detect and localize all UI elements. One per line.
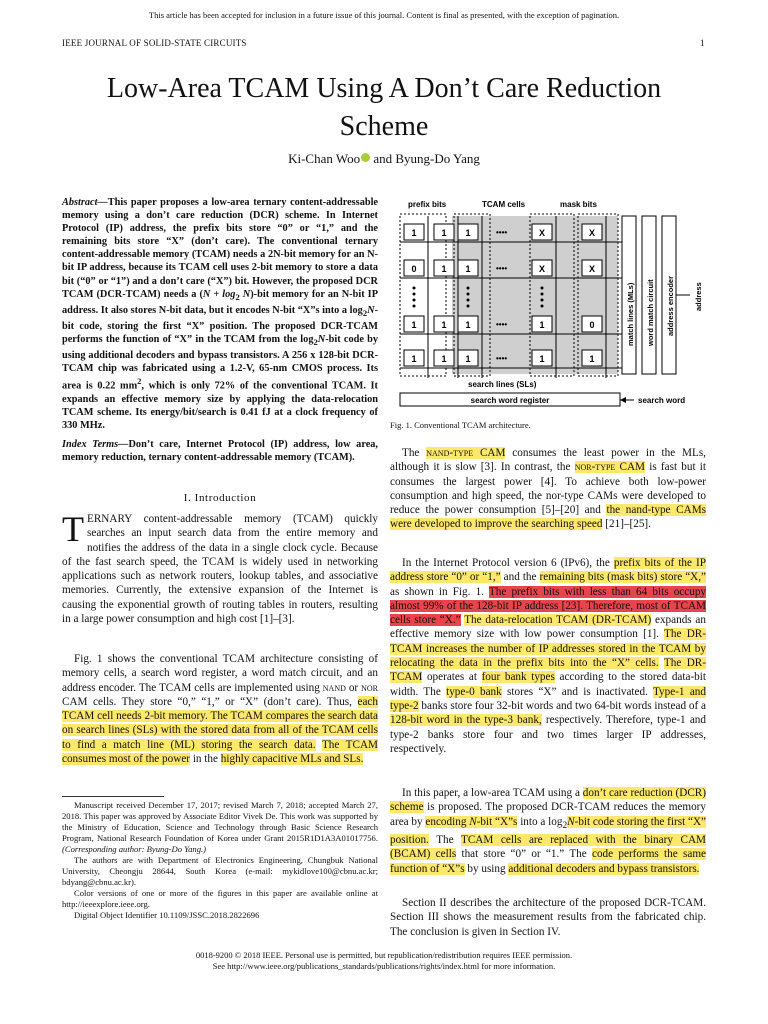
text-run: stores “X” and is inactivated. bbox=[501, 685, 653, 698]
intro-paragraph-1 bbox=[62, 509, 378, 626]
right-paragraph-3 bbox=[390, 786, 706, 876]
text-run: respectively. Therefore, type-1 and type-2 banks store four and two times larger IP addresses, respectively. bbox=[390, 714, 706, 755]
subscript: 2 bbox=[562, 820, 568, 831]
label-search-word-register: search word register bbox=[470, 396, 550, 405]
text-run: in the bbox=[190, 753, 221, 766]
highlight: Type-1 and type-2 bbox=[390, 685, 706, 712]
highlight: The data-relocation TCAM (DR-TCAM) bbox=[464, 614, 652, 627]
highlight: nor-type CAM bbox=[574, 461, 646, 474]
ellipsis-dots: •••• bbox=[496, 354, 508, 363]
arrow-head-icon bbox=[620, 397, 626, 403]
highlight: the nand-type CAMs were developed to improve the searching speed bbox=[390, 504, 706, 531]
text-run: operates at bbox=[422, 671, 482, 684]
abstract bbox=[62, 196, 378, 432]
right-paragraph-4: Section II describes the architecture of the proposed DCR-TCAM. Section III shows the measurement results from the fabricated chip. The conclusion is given in Section IV. bbox=[390, 897, 706, 938]
highlight: remaining bits (mask bits) store “X,” bbox=[539, 571, 706, 584]
highlight: -bit “X”s bbox=[476, 815, 518, 828]
tcam-cell-value: X bbox=[588, 264, 596, 274]
tcam-cell-value: X bbox=[588, 228, 596, 238]
label-match-lines: match lines (MLs) bbox=[626, 282, 635, 346]
tcam-cell-value: 0 bbox=[411, 264, 417, 274]
tcam-cell-value: 1 bbox=[589, 354, 595, 364]
tcam-cell-value: 1 bbox=[441, 320, 447, 330]
text-run: and the bbox=[500, 571, 540, 584]
highlight: type-0 bank bbox=[446, 685, 502, 698]
index-terms bbox=[62, 438, 378, 464]
paper-title: Low-Area TCAM Using A Don’t Care Reduction Scheme bbox=[106, 73, 662, 142]
ellipsis-dots: •••• bbox=[496, 264, 508, 273]
text-run: as shown in Fig. 1. bbox=[390, 585, 489, 598]
vertical-dot bbox=[541, 305, 544, 308]
tcam-cell-value: 1 bbox=[465, 264, 471, 274]
tcam-cell-value: 1 bbox=[465, 320, 471, 330]
tcam-cell-value: 0 bbox=[589, 320, 595, 330]
drop-cap: T bbox=[62, 509, 84, 549]
vertical-dot bbox=[413, 299, 416, 302]
text-run: or bbox=[345, 681, 362, 694]
ellipsis-dots: •••• bbox=[496, 320, 508, 329]
vertical-dot bbox=[541, 293, 544, 296]
text-run: Manuscript received December 17, 2017; revised March 7, 2018; accepted March 27, 2018. This paper was approved by Associate Editor Vivek De. This work was supported by the Ministry of Education, Science and Technology through Basic Science Research Program, National Research Foundation of Korea under Grant 2015R1D1A3A01017756. bbox=[62, 800, 378, 843]
footnote-rule bbox=[62, 796, 164, 797]
tcam-cell-value: X bbox=[538, 228, 546, 238]
label-address-encoder: address encoder bbox=[666, 275, 675, 336]
text-run: nand bbox=[322, 681, 346, 694]
abstract-text-2: )-bit memory for an N-bit IP address. It also stores N-bit data, but it encodes N-bit “X”s into a log bbox=[62, 288, 378, 316]
highlight: don’t care reduction (DCR) scheme bbox=[390, 787, 706, 814]
text-run bbox=[316, 739, 322, 751]
text-run: In the Internet Protocol version 6 (IPv6), the bbox=[402, 557, 614, 569]
label-search-word: search word bbox=[638, 396, 686, 405]
tcam-cell-value: 1 bbox=[465, 354, 471, 364]
abstract-math-3: N bbox=[367, 304, 375, 316]
tcam-cell-value: X bbox=[538, 264, 546, 274]
journal-name: IEEE JOURNAL OF SOLID-STATE CIRCUITS bbox=[62, 38, 247, 48]
vertical-dot bbox=[467, 299, 470, 302]
highlight: prefix bits of the IP address store “0” or “1,” bbox=[390, 557, 707, 584]
tcam-cell-value: 1 bbox=[539, 320, 545, 330]
abstract-math-4: N bbox=[317, 334, 326, 346]
page-number: 1 bbox=[700, 38, 705, 48]
highlight: The DR-TCAM increases the number of IP addresses stored in the TCAM by relocating the data in the prefix bits into the “X” cells. bbox=[390, 628, 706, 670]
highlight: highly capacitive MLs and SLs. bbox=[220, 753, 364, 766]
orcid-icon[interactable] bbox=[361, 153, 370, 162]
figure-1-tcam-architecture bbox=[390, 196, 706, 412]
section-heading-introduction: I. Introduction bbox=[183, 492, 257, 504]
copyright-line-2[interactable]: See http://www.ieee.org/publications_standards/publications/rights/index.html for more information. bbox=[212, 961, 556, 971]
acceptance-notice: This article has been accepted for inclusion in a future issue of this journal. Content is final as presented, with the exception of pagination. bbox=[148, 10, 620, 20]
highlight: encoding bbox=[425, 815, 470, 828]
abstract-math-2: N bbox=[239, 288, 251, 300]
vertical-dot bbox=[541, 287, 544, 290]
text-run: banks store four 32-bit words and two 64-bit words instead of a bbox=[418, 699, 706, 712]
vertical-dot bbox=[467, 293, 470, 296]
abstract-sub-1: 2 bbox=[235, 291, 240, 302]
label-word-match-circuit: word match circuit bbox=[646, 279, 655, 346]
text-run: consumes the least power in the MLs, although it is slow [3]. In contrast, the bbox=[390, 447, 706, 474]
text-run: [21]–[25]. bbox=[602, 518, 651, 531]
tcam-cell-value: 1 bbox=[411, 354, 417, 364]
highlight: nand-type CAM bbox=[426, 447, 506, 459]
highlight: The DR-TCAM bbox=[390, 657, 706, 684]
abstract-sub-2: 2 bbox=[362, 307, 368, 318]
vertical-dot bbox=[467, 305, 470, 308]
intro-paragraph-2 bbox=[62, 652, 378, 766]
author-line bbox=[60, 151, 708, 167]
text-run: The bbox=[428, 834, 461, 847]
right-paragraph-2 bbox=[390, 556, 706, 756]
footnote-authors: The authors are with Department of Electronics Engineering, Chungbuk National University, Cheongju 28644, South Korea (e-mail: mykidlove100@cbnu.ac.kr; bdyang@cbnu.ac.kr). bbox=[62, 855, 378, 887]
text-run: The bbox=[402, 447, 427, 459]
highlight: code performs the same function of “X”s bbox=[390, 848, 706, 875]
label-prefix-bits: prefix bits bbox=[408, 200, 447, 209]
footnote-doi: Digital Object Identifier 10.1109/JSSC.2018.2822696 bbox=[74, 910, 260, 920]
tcam-cell-value: 1 bbox=[441, 228, 447, 238]
footnote-color: Color versions of one or more of the figures in this paper are available online at http://ieeexplore.ieee.org. bbox=[62, 888, 378, 909]
text-run: In this paper, a low-area TCAM using a bbox=[402, 787, 583, 799]
tcam-cell-value: 1 bbox=[411, 228, 417, 238]
tcam-cell-value: 1 bbox=[411, 320, 417, 330]
author-1: Ki-Chan Woo bbox=[288, 151, 361, 166]
text-run: Fig. 1 shows the conventional TCAM architecture consisting of memory cells, a search word register, a word match circuit, and an address encoder. The TCAM cells are implemented using bbox=[62, 653, 378, 694]
highlight: -bit code storing the first “X” position. bbox=[390, 815, 707, 847]
intro-paragraph-1-text: ERNARY content-addressable memory (TCAM) quickly searches an input search data from the entire memory and notifies the address of the data in a single clock cycle. Because of the fast search speed, the TCAM is widely used in networking applications such as network routers, lookup tables, and associative memories. Currently, the extensive expansion of the Internet is causing the exponential growth of routing tables in routers, resulting in a large power consumption and high cost [1]–[3]. bbox=[62, 513, 378, 626]
tcam-cell-value: 1 bbox=[465, 228, 471, 238]
copyright-notice bbox=[60, 950, 708, 972]
text-run: CAM cells. They store “0,” “1,” or “X” (don’t care). Thus, bbox=[62, 695, 358, 708]
abstract-label: Abstract— bbox=[62, 197, 108, 208]
highlight: each TCAM cell needs 2-bit memory. The TCAM compares the search data on search lines (SLs) with the stored data from all of the TCAM cells to find a match line (ML) storing the search data. bbox=[62, 695, 378, 751]
vertical-dot bbox=[413, 305, 416, 308]
author-2: and Byung-Do Yang bbox=[373, 151, 480, 166]
abstract-text-5: , which is only 72% of the conventional TCAM. It expands an effective memory size by applying the data-relocation TCAM scheme. Its energy/bit/search is 0.41 fJ at a clock frequency of 330 MHz. bbox=[62, 380, 378, 432]
vertical-dot bbox=[413, 293, 416, 296]
text-run: nor bbox=[361, 681, 378, 694]
label-mask-bits: mask bits bbox=[560, 200, 597, 209]
text-run: (Corresponding author: Byung-Do Yang.) bbox=[62, 844, 207, 854]
label-search-lines: search lines (SLs) bbox=[468, 380, 537, 389]
ellipsis-dots: •••• bbox=[496, 228, 508, 237]
abstract-sub-3: 2 bbox=[313, 337, 318, 348]
abstract-text-4: -bit code by using additional decoders and bypass transistors. A 256 x 128-bit DCR-TCAM chip was fabricated using a 1.2-V, 65-nm CMOS process. Its area is 0.22 mm bbox=[62, 334, 378, 392]
abstract-text-3: -bit code, storing the first “X” position. The proposed DCR-TCAM performs the function of “X” in the TCAM from the log bbox=[62, 304, 378, 346]
highlight: additional decoders and bypass transistors. bbox=[508, 862, 700, 875]
tcam-cell-value: 1 bbox=[539, 354, 545, 364]
highlight: TCAM cells are replaced with the binary CAM (BCAM) cells bbox=[390, 834, 706, 861]
abstract-text-1: This paper proposes a low-area ternary content-addressable memory using a don’t care reduction (DCR) scheme. In Internet Protocol (IP) address, the prefix bits store “0” or “1,” and the remaining bits store “X” (don’t care). The conventional ternary content-addressable memory (TCAM) needs a 2N-bit memory for an N-bit IP address, because its TCAM cell uses 2-bit memory to store a data bit (“0” or “1”) and a don’t care (“X”) bit. However, the proposed DCR TCAM (DCR-TCAM) needs a ( bbox=[62, 197, 378, 300]
index-terms-label: Index Terms— bbox=[62, 439, 129, 450]
highlight-red: The prefix bits with less than 64 bits occupy almost 99% of the 128-bit IP address [23]. Therefore, most of TCAM cells store “X.” bbox=[390, 585, 707, 627]
right-paragraph-1 bbox=[390, 446, 706, 532]
text-run: according to the stored data-bit width. The bbox=[390, 671, 706, 698]
footnote-manuscript bbox=[62, 800, 378, 855]
highlight: The TCAM consumes most of the power bbox=[62, 738, 379, 766]
text-run: expands an effective memory size with low power consumption [1]. bbox=[390, 614, 706, 641]
footnotes bbox=[62, 800, 378, 921]
highlight: 128-bit word in the type-3 bank, bbox=[390, 714, 542, 727]
text-run: that store “0” or “1.” The bbox=[456, 848, 592, 861]
text-run: by using bbox=[464, 862, 509, 875]
highlight: four bank types bbox=[481, 671, 555, 684]
abstract-math-1: N + log bbox=[202, 288, 236, 300]
vertical-dot bbox=[541, 299, 544, 302]
text-run: is fast but it consumes the largest power [4]. To achieve both low-power consumption and high speed, the nor-type CAMs were developed to reduce the power consumption [5]–[20] and bbox=[390, 461, 706, 517]
text-run: into a log bbox=[517, 815, 563, 828]
copyright-line-1: 0018-9200 © 2018 IEEE. Personal use is permitted, but republication/redistribution requires IEEE permission. bbox=[195, 950, 573, 960]
vertical-dot bbox=[467, 287, 470, 290]
abstract-sup: 2 bbox=[137, 376, 142, 387]
text-run: is proposed. The proposed DCR-TCAM reduces the memory area by bbox=[390, 801, 706, 828]
tcam-cell-value: 1 bbox=[441, 264, 447, 274]
label-address: address bbox=[694, 282, 703, 311]
label-tcam-cells: TCAM cells bbox=[482, 200, 526, 209]
highlight: N bbox=[567, 815, 575, 828]
highlight: N bbox=[469, 815, 477, 828]
figure-1-caption: Fig. 1. Conventional TCAM architecture. bbox=[390, 420, 531, 430]
index-terms-text: Don’t care, Internet Protocol (IP) address, low area, memory reduction, ternary content-addressable memory (TCAM). bbox=[62, 439, 378, 464]
vertical-dot bbox=[413, 287, 416, 290]
tcam-cell-value: 1 bbox=[441, 354, 447, 364]
